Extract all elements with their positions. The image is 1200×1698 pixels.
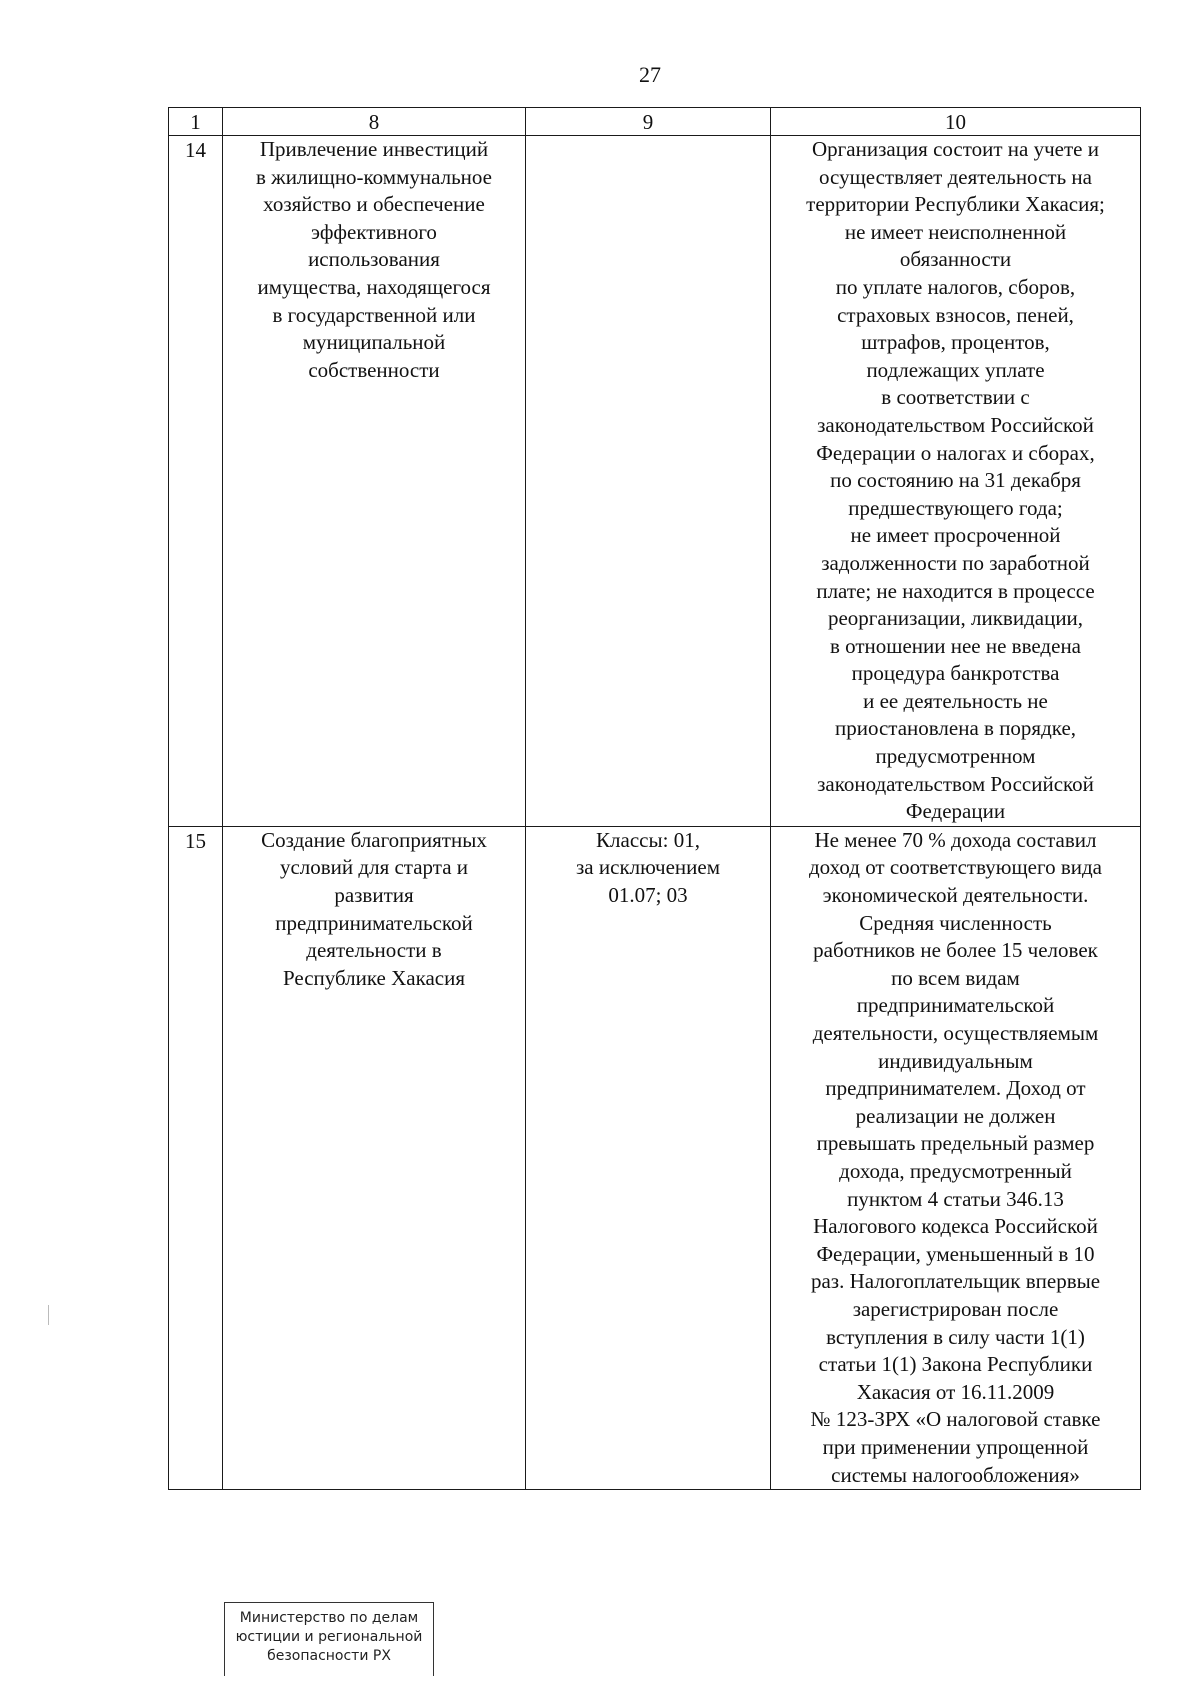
text-line: вступления в силу части 1(1)	[826, 1324, 1085, 1349]
text-line: эффективного	[311, 219, 437, 244]
text-line: подлежащих уплате	[866, 357, 1045, 382]
text-line: по всем видам	[891, 965, 1020, 990]
text-line: законодательством Российской	[817, 771, 1094, 796]
text-line: собственности	[308, 357, 440, 382]
text-line: работников не более 15 человек	[813, 938, 1098, 963]
text-line: Федерации	[905, 799, 1006, 824]
text-line: деятельности, осуществляемым	[812, 1021, 1099, 1045]
text-line: Хакасия от 16.11.2009	[856, 1379, 1055, 1404]
text-line: имущества, находящегося	[257, 274, 491, 299]
text-line: экономической деятельности.	[822, 883, 1089, 908]
page-number: 27	[639, 62, 661, 87]
text-line: за исключением	[576, 855, 720, 880]
text-line: использования	[308, 247, 440, 272]
main-table	[168, 107, 1141, 1490]
text-line: предпринимательской	[856, 993, 1055, 1018]
text-line: не имеет просроченной	[850, 523, 1061, 548]
text-line: Федерации о налогах и сборах,	[816, 440, 1095, 465]
text-line: Создание благоприятных	[261, 827, 487, 852]
text-line: предпринимателем. Доход от	[825, 1076, 1086, 1101]
conditions-text	[775, 827, 1136, 1489]
text-line: Республике Хакасия	[282, 965, 466, 990]
text-line: в соответствии с	[881, 385, 1030, 410]
row-number: 14	[169, 136, 223, 827]
text-line: индивидуальным	[878, 1048, 1033, 1073]
text-line: доход от соответствующего вида	[809, 855, 1102, 880]
text-line: условий для старта и	[279, 855, 469, 880]
text-line: зарегистрирован после	[852, 1296, 1059, 1321]
text-line: задолженности по заработной	[821, 550, 1090, 575]
text-line: хозяйство и обеспечение	[263, 192, 485, 217]
conditions-cell	[771, 136, 1141, 827]
text-line: приостановлена в порядке,	[834, 716, 1077, 741]
scan-edge-mark	[48, 1305, 49, 1325]
text-line: в отношении нее не введена	[829, 633, 1081, 658]
text-line: реализации не должен	[855, 1103, 1056, 1128]
stamp-line: безопасности РХ	[267, 1648, 391, 1664]
table-row	[169, 826, 1141, 1489]
text-line: обязанности	[899, 247, 1012, 272]
program-name-text	[227, 827, 521, 993]
text-line: предусмотренном	[875, 744, 1036, 769]
text-line: Налогового кодекса Российской	[813, 1214, 1098, 1239]
stamp-line: Министерство по делам	[239, 1610, 419, 1626]
program-name-text	[227, 136, 521, 384]
text-line: развития	[334, 883, 414, 908]
text-line: по уплате налогов, сборов,	[835, 274, 1076, 299]
text-line: в жилищно-коммунальное	[256, 164, 492, 189]
text-line: деятельности в	[306, 938, 442, 963]
column-header-8: 8	[223, 108, 526, 136]
text-line: Средняя численность	[859, 910, 1052, 935]
row-number: 15	[169, 826, 223, 1489]
okved-classes-cell	[526, 826, 771, 1489]
stamp-line: юстиции и региональной	[235, 1629, 423, 1645]
text-line: осуществляет деятельность на	[819, 164, 1092, 189]
text-line: раз. Налогоплательщик впервые	[810, 1269, 1101, 1294]
text-line: Организация состоит на учете и	[812, 137, 1099, 161]
conditions-cell	[771, 826, 1141, 1489]
ministry-stamp	[224, 1602, 434, 1676]
text-line: по состоянию на 31 декабря	[830, 468, 1081, 493]
okved-classes-cell	[526, 136, 771, 827]
text-line: реорганизации, ликвидации,	[827, 606, 1084, 631]
table-header-row	[169, 108, 1141, 136]
text-line: территории Республики Хакасия;	[806, 192, 1105, 217]
text-line: 01.07; 03	[608, 883, 688, 908]
text-line: в государственной или	[272, 302, 476, 327]
text-line: законодательством Российской	[817, 412, 1094, 437]
text-line: дохода, предусмотренный	[839, 1158, 1072, 1183]
text-line: предпринимательской	[275, 910, 473, 935]
program-name-cell	[223, 136, 526, 827]
text-line: предшествующего года;	[848, 495, 1063, 520]
text-line: муниципальной	[302, 330, 446, 355]
text-line: страховых взносов, пеней,	[837, 302, 1074, 327]
table-row	[169, 136, 1141, 827]
text-line: и ее деятельность не	[863, 688, 1048, 713]
column-header-1: 1	[169, 108, 223, 136]
text-line: № 123-ЗРХ «О налоговой ставке	[810, 1407, 1101, 1432]
conditions-text	[775, 136, 1136, 826]
column-header-9: 9	[526, 108, 771, 136]
text-line: превышать предельный размер	[816, 1131, 1095, 1156]
text-line: Классы: 01,	[596, 827, 700, 852]
text-line: Федерации, уменьшенный в 10	[816, 1241, 1095, 1266]
text-line: пунктом 4 статьи 346.13	[847, 1186, 1064, 1211]
column-header-10: 10	[771, 108, 1141, 136]
okved-classes-text	[530, 827, 766, 910]
text-line: статьи 1(1) Закона Республики	[818, 1352, 1093, 1377]
text-line: не имеет неисполненной	[844, 219, 1067, 244]
text-line: при применении упрощенной	[822, 1434, 1089, 1459]
text-line: плате; не находится в процессе	[816, 578, 1095, 603]
text-line: системы налогообложения»	[831, 1462, 1080, 1487]
text-line: штрафов, процентов,	[861, 330, 1050, 355]
text-line: процедура банкротства	[851, 661, 1060, 686]
program-name-cell	[223, 826, 526, 1489]
text-line: Привлечение инвестиций	[259, 137, 489, 161]
text-line: Не менее 70 % дохода составил	[814, 827, 1097, 852]
